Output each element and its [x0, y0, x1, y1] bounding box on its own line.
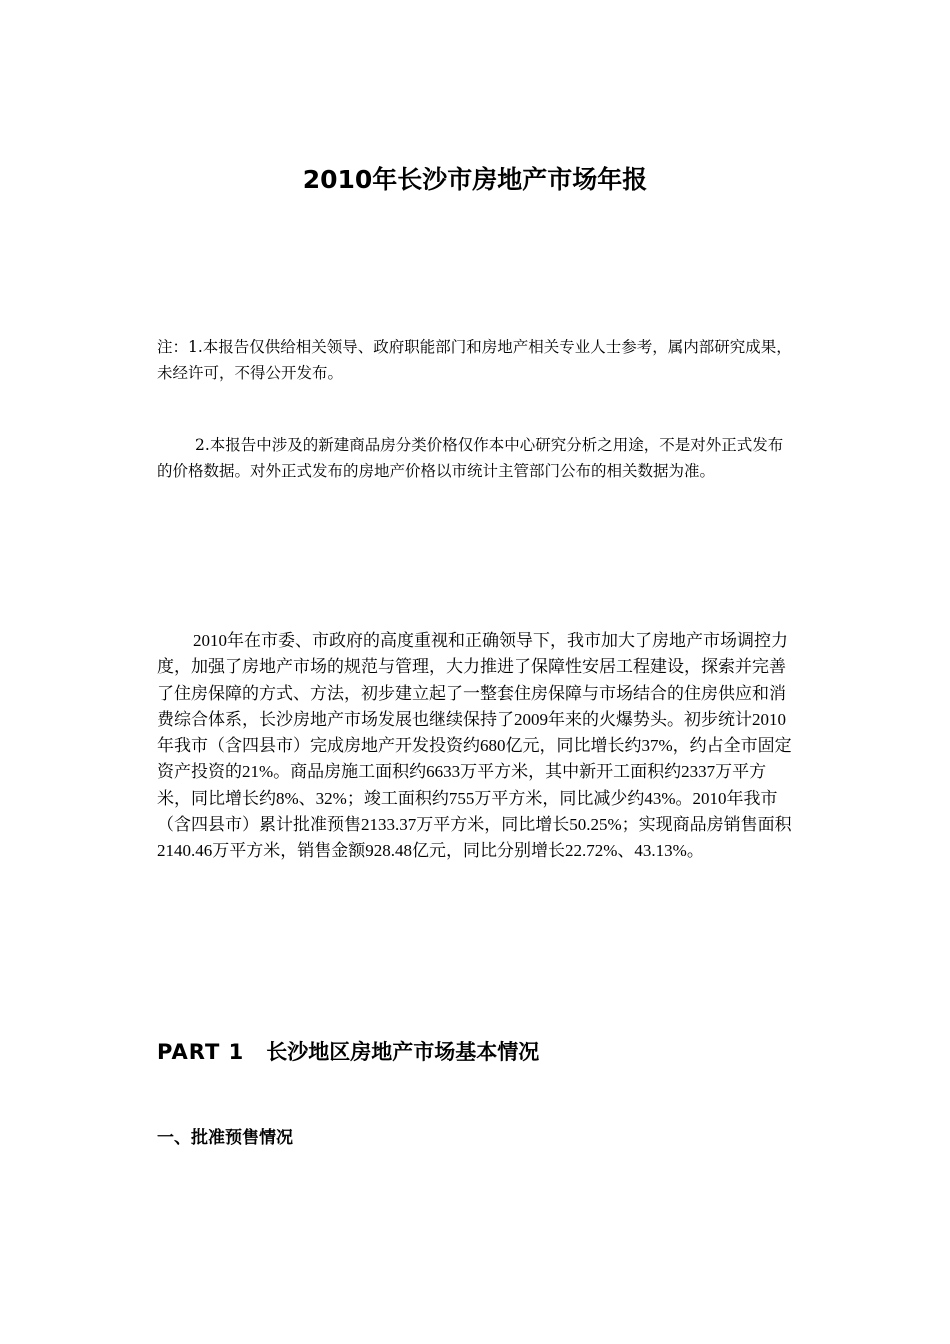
part-label: PART 1: [157, 1040, 245, 1064]
intro-paragraph: 2010年在市委、市政府的高度重视和正确领导下，我市加大了房地产市场调控力度，加强了房地产市场的规范与管理，大力推进了保障性安居工程建设，探索并完善了住房保障的方式、方法，初步建立起了一整套住房保障与市场结合的住房供应和消费综合体系，长沙房地产市场发展也继续保持了2009年来的火爆势头。初步统计2010年我市（含四县市）完成房地产开发投资约680亿元，同比增长约37%，约占全市固定资产投资的21%。商品房施工面积约6633万平方米，其中新开工面积约2337万平方米，同比增长约8%、32%；竣工面积约755万平方米，同比减少约43%。2010年我市（含四县市）累计批准预售2133.37万平方米，同比增长50.25%；实现商品房销售面积2140.46万平方米，销售金额928.48亿元，同比分别增长22.72%、43.13%。: [157, 631, 792, 861]
document-title: 2010年长沙市房地产市场年报: [302, 164, 648, 194]
part-title: 长沙地区房地产市场基本情况: [266, 1039, 540, 1064]
note-paragraph-2: 2.本报告中涉及的新建商品房分类价格仅作本中心研究分析之用途，不是对外正式发布的价格数据。对外正式发布的房地产价格以市统计主管部门公布的相关数据为准。: [157, 436, 784, 480]
note-paragraph-1: 注：1.本报告仅供给相关领导、政府职能部门和房地产相关专业人士参考，属内部研究成果，未经许可，不得公开发布。: [157, 338, 792, 382]
part-heading: [157, 1036, 539, 1068]
section-heading: 一、批准预售情况: [157, 1128, 293, 1148]
